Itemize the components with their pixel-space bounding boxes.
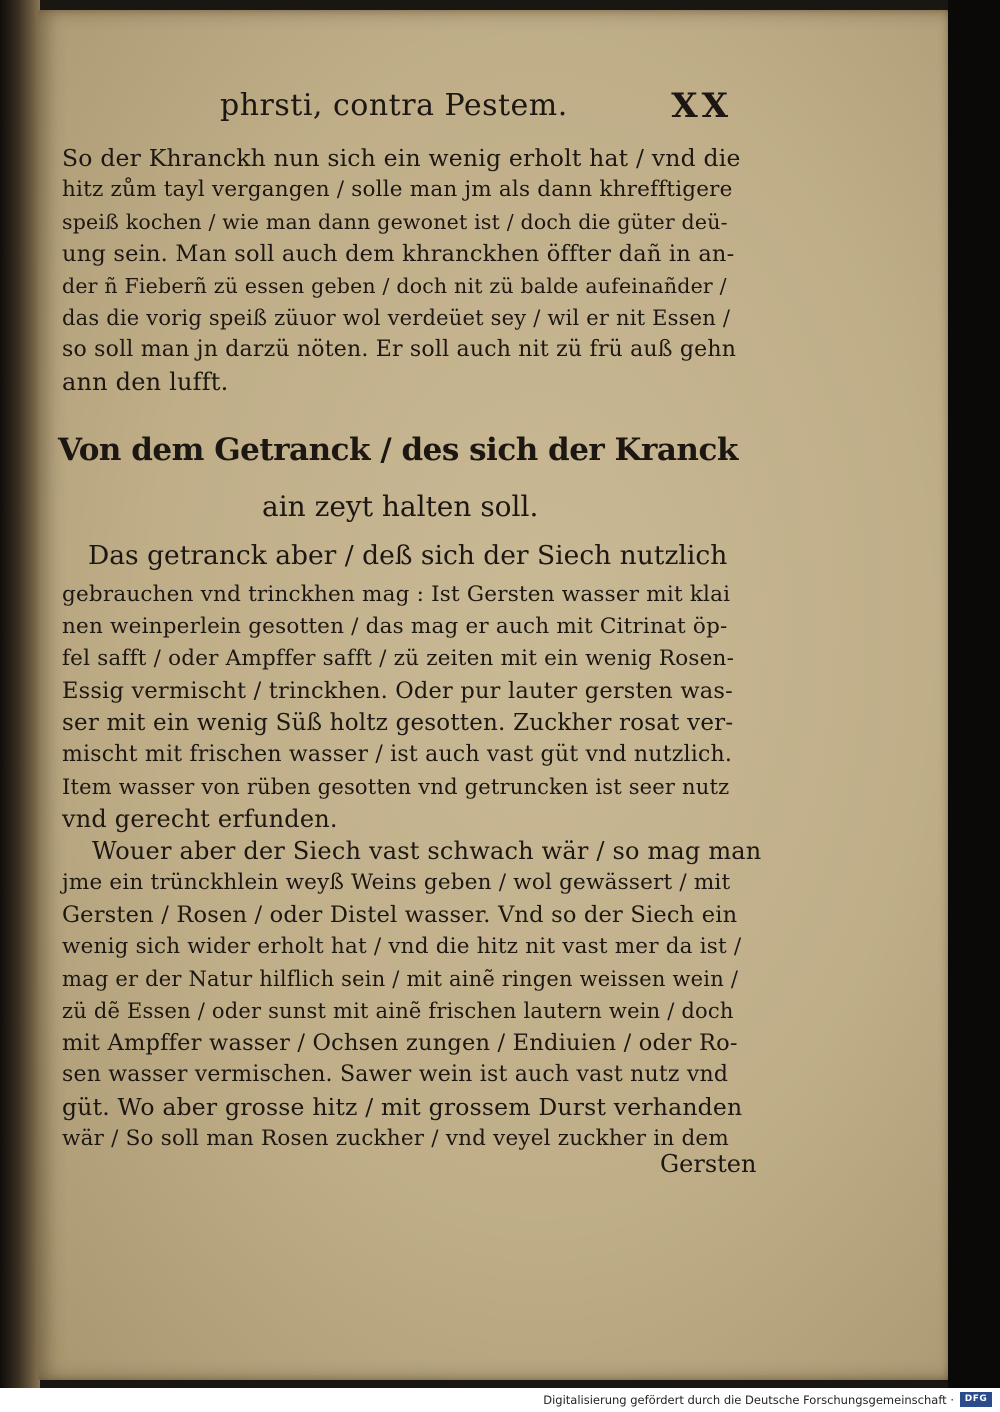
text-line: so soll man jn darzü nöten. Er soll auch nit zü frü auß gehn	[62, 337, 737, 362]
text-line: wär / So soll man Rosen zuckher / vnd veyel zuckher in dem	[62, 1126, 729, 1151]
text-line: So der Khranckh nun sich ein wenig erholt hat / vnd die	[62, 144, 741, 172]
funding-credit: Digitalisierung gefördert durch die Deutsche Forschungsgemeinschaft ·	[543, 1393, 954, 1407]
footer-bar	[0, 1388, 1000, 1412]
dfg-logo[interactable]: DFG	[960, 1392, 992, 1407]
text-line: ser mit ein wenig Süß holtz gesotten. Zuckher rosat ver-	[62, 710, 734, 736]
text-line: mag er der Natur hilflich sein / mit ainẽ ringen weissen wein /	[62, 967, 739, 991]
text-line: zü dẽ Essen / oder sunst mit ainẽ frischen lautern wein / doch	[62, 999, 734, 1023]
text-line: jme ein trünckhlein weyß Weins geben / wol gewässert / mit	[62, 870, 731, 895]
catchword: Gersten	[660, 1150, 757, 1178]
running-head	[180, 88, 740, 138]
section-heading: Von dem Getranck / des sich der Kranck	[58, 432, 738, 468]
scan-background-edge	[948, 0, 1000, 1388]
folio-number: XX	[671, 86, 732, 126]
text-line: Wouer aber der Siech vast schwach wär / so mag man	[92, 837, 762, 865]
text-line: Essig vermischt / trinckhen. Oder pur lauter gersten was-	[62, 678, 733, 704]
text-line: mit Ampffer wasser / Ochsen zungen / Endiuien / oder Ro-	[62, 1030, 738, 1056]
text-line: nen weinperlein gesotten / das mag er auch mit Citrinat öp-	[62, 614, 728, 639]
text-line: wenig sich wider erholt hat / vnd die hitz nit vast mer da ist /	[62, 934, 742, 959]
text-line: gebrauchen vnd trinckhen mag : Ist Gersten wasser mit klai	[62, 582, 731, 607]
text-line: vnd gerecht erfunden.	[62, 805, 338, 833]
text-line: fel safft / oder Ampffer safft / zü zeiten mit ein wenig Rosen-	[62, 646, 735, 671]
book-spine	[0, 0, 40, 1388]
text-line: Gersten / Rosen / oder Distel wasser. Vnd so der Siech ein	[62, 902, 738, 928]
text-line: mischt mit frischen wasser / ist auch vast güt vnd nutzlich.	[62, 742, 733, 767]
text-line: güt. Wo aber grosse hitz / mit grossem Durst verhanden	[62, 1093, 743, 1121]
text-line: das die vorig speiß züuor wol verdeüet sey / wil er nit Essen /	[62, 306, 731, 330]
text-line: der ñ Fieberñ zü essen geben / doch nit zü balde aufeinañder /	[62, 274, 727, 298]
paragraph-opening-line: Das getranck aber / deß sich der Siech nutzlich	[88, 540, 728, 571]
section-heading-subline: ain zeyt halten soll.	[262, 490, 539, 523]
text-line: ung sein. Man soll auch dem khranckhen öffter dañ in an-	[62, 241, 735, 267]
text-line: Item wasser von rüben gesotten vnd getruncken ist seer nutz	[62, 775, 730, 799]
text-line: hitz zům tayl vergangen / solle man jm als dann khrefftigere	[62, 177, 733, 202]
text-line: ann den lufft.	[62, 368, 229, 396]
text-line: sen wasser vermischen. Sawer wein ist auch vast nutz vnd	[62, 1062, 729, 1087]
text-line: speiß kochen / wie man dann gewonet ist / doch die güter deü-	[62, 210, 728, 234]
running-title: phrsti, contra Pestem.	[220, 88, 568, 123]
